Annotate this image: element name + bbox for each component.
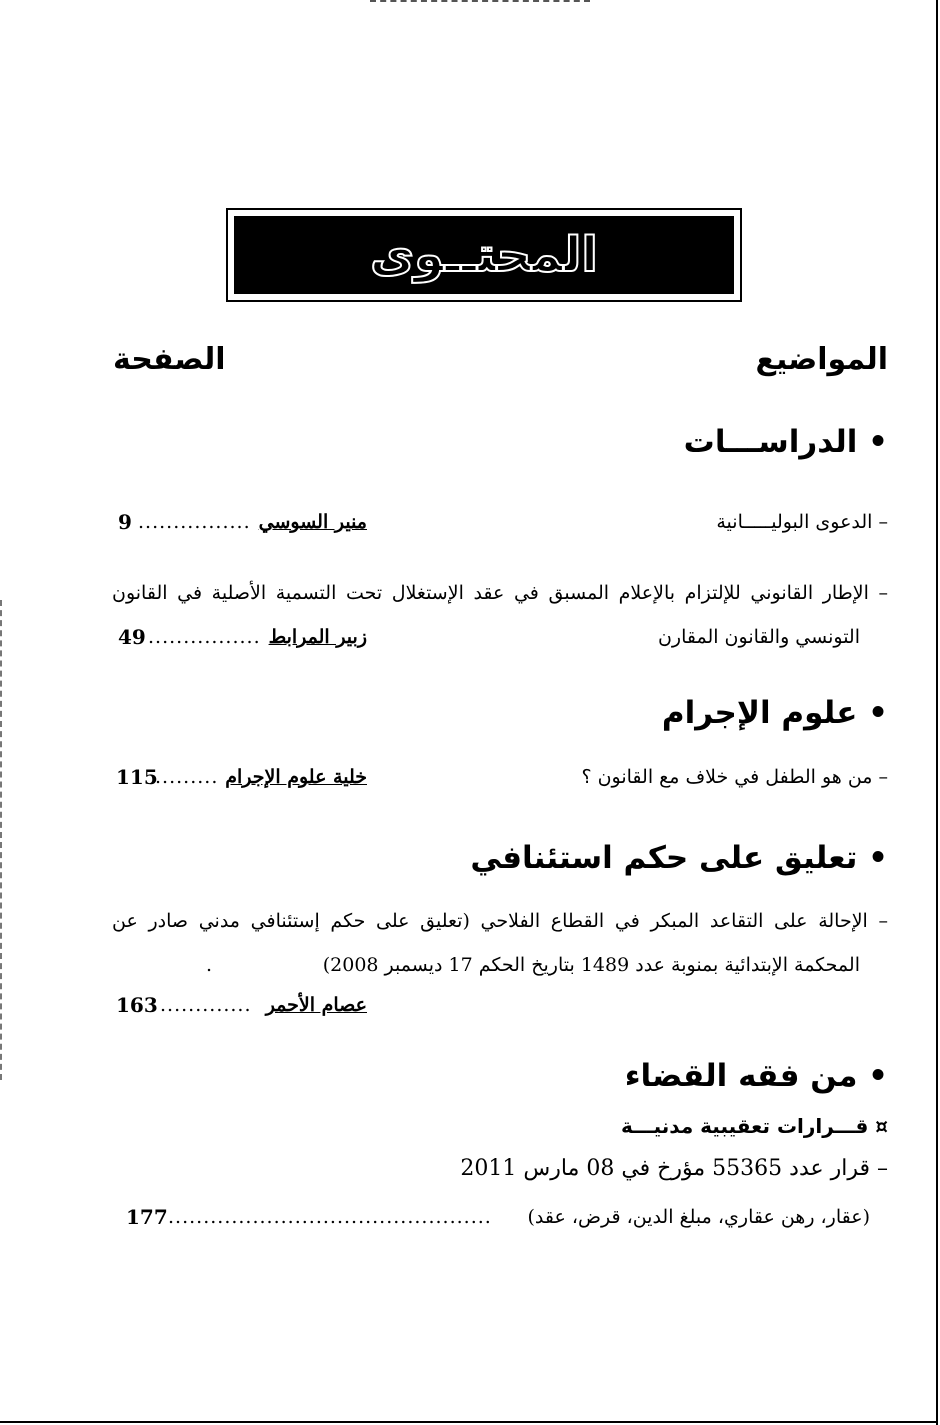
page-number: 177 — [126, 1205, 168, 1229]
section-heading-criminology: • علوم الإجرام — [661, 695, 888, 731]
entry-title: – من هو الطفل في خلاف مع القانون ؟ — [581, 766, 888, 788]
decision-keywords: (عقار، رهن عقاري، مبلغ الدين، قرض، عقد) — [527, 1206, 870, 1228]
stray-mark: . — [205, 954, 212, 976]
entry-title: – الدعوى البوليـــــانية — [716, 511, 888, 533]
entry-title-line2: التونسي والقانون المقارن — [657, 626, 860, 648]
entry-title-line2: المحكمة الإبتدائية بمنوبة عدد 1489 بتاريخ الحكم 17 ديسمبر 2008) — [322, 954, 860, 976]
scan-edge-bottom — [0, 1421, 938, 1423]
section-heading-studies: • الدراســـات — [683, 424, 888, 460]
section-heading-case-comment: • تعليق على حكم استئنافي — [470, 840, 888, 876]
entry-title-line1: – الإحالة على التقاعد المبكر في القطاع الفلاحي (تعليق على حكم إستئنافي مدني صادر عن — [112, 910, 888, 932]
page-number: 49 — [118, 625, 146, 649]
entry-author: عصام الأحمر — [265, 994, 367, 1016]
scan-edge-left — [0, 600, 2, 1080]
entry-title-line1: – الإطار القانوني للإلتزام بالإعلام المسبق في عقد الإستغلال تحت التسمية الأصلية في القانون — [112, 582, 888, 604]
entry-author: زبير المرابط — [268, 626, 367, 648]
title-banner-fill — [234, 216, 734, 294]
page-title: المحتــوى — [370, 227, 598, 283]
page-number: 163 — [116, 993, 158, 1017]
leader-dots: .............................................. — [168, 1206, 492, 1228]
leader-dots: ................ — [148, 626, 261, 648]
title-banner — [226, 208, 742, 302]
leader-dots: ......... — [155, 766, 219, 788]
page-number: 9 — [118, 510, 132, 534]
subsection-heading: ¤ قـــرارات تعقيبية مدنيـــة — [620, 1114, 888, 1138]
topics-column-header: المواضيع — [755, 342, 888, 377]
scan-edge-top — [370, 0, 590, 2]
page-column-header: الصفحة — [113, 342, 226, 377]
scan-edge-right — [936, 0, 938, 1425]
page-number: 115 — [116, 765, 158, 789]
decision-title: – قرار عدد 55365 مؤرخ في 08 مارس 2011 — [460, 1156, 888, 1181]
entry-author: خلية علوم الإجرام — [225, 766, 367, 788]
section-heading-jurisprudence: • من فقه القضاء — [624, 1058, 888, 1094]
leader-dots: ................ — [138, 511, 251, 533]
entry-author: منير السوسي — [258, 511, 367, 533]
leader-dots: ............. — [160, 994, 252, 1016]
